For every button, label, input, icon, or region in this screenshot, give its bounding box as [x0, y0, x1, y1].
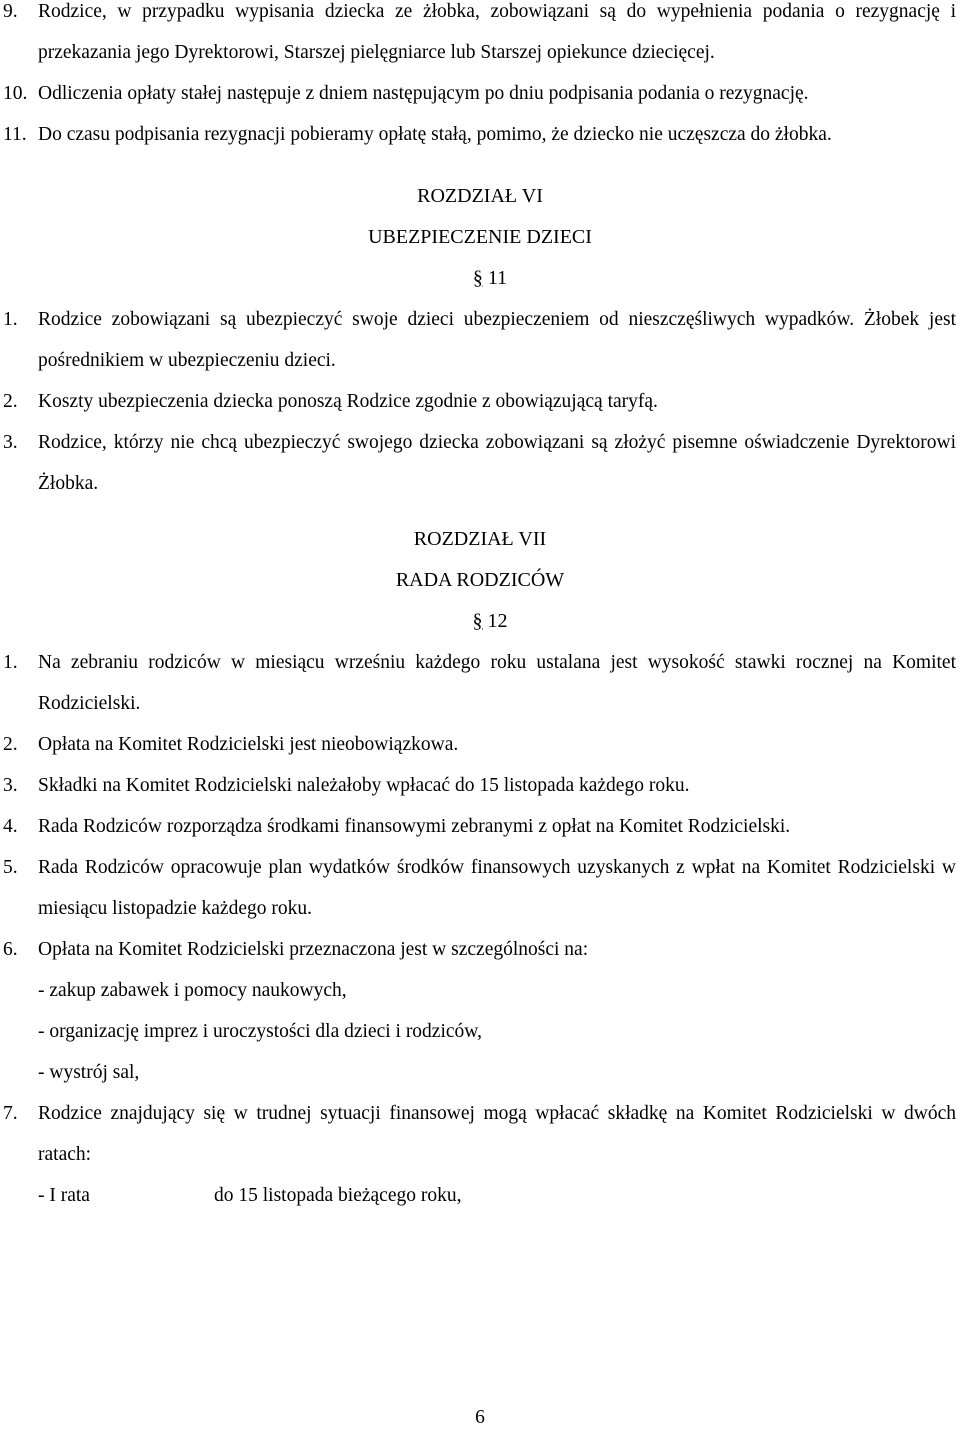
list-item: [0, 847, 960, 929]
item-text: Rodzice znajdujący się w trudnej sytuacji finansowej mogą wpłacać składkę na Komitet Rodzicielski w dwóch ratach:: [38, 1103, 956, 1165]
item-number: 2.: [3, 734, 18, 755]
item-number: 11.: [3, 124, 27, 145]
list-item: [0, 806, 960, 847]
paragraph-number: 11: [487, 267, 508, 289]
item-text: Opłata na Komitet Rodzicielski jest nieobowiązkowa.: [38, 734, 459, 755]
list-item: [0, 73, 960, 114]
list-item: [0, 422, 960, 504]
item-text: Do czasu podpisania rezygnacji pobieramy opłatę stałą, pomimo, że dziecko nie uczęszcza do żłobka.: [38, 124, 832, 145]
chapter-subtitle: RADA RODZICÓW: [395, 569, 565, 591]
item-text: Rodzice, którzy nie chcą ubezpieczyć swojego dziecka zobowiązani są złożyć pisemne oświadczenie Dyrektorowi Żłobka.: [38, 432, 956, 494]
item-text: Koszty ubezpieczenia dziecka ponoszą Rodzice zgodnie z obowiązującą taryfą.: [38, 391, 658, 412]
item-text: Składki na Komitet Rodzicielski należałoby wpłacać do 15 listopada każdego roku.: [38, 775, 690, 796]
chapter6-list: [0, 299, 960, 504]
item-number: 1.: [3, 652, 18, 673]
item-text: Odliczenia opłaty stałej następuje z dniem następującym po dniu podpisania podania o rezygnację.: [38, 83, 809, 104]
item-number: 3.: [3, 432, 18, 453]
page-number: 6: [475, 1407, 485, 1428]
list-item: [0, 642, 960, 724]
intro-list: [0, 0, 960, 155]
item-text: Rada Rodziców rozporządza środkami finansowymi zebranymi z opłat na Komitet Rodzicielski.: [38, 816, 791, 837]
item-text: Na zebraniu rodziców w miesiącu wrześniu każdego roku ustalana jest wysokość stawki rocznej na Komitet Rodzicielski.: [38, 652, 956, 714]
item-text: Rodzice zobowiązani są ubezpieczyć swoje dzieci ubezpieczeniem od nieszczęśliwych wypadków. Żłobek jest pośrednikiem w ubezpieczeniu dzieci.: [38, 309, 956, 371]
paragraph-sign: §: [472, 610, 483, 632]
chapter-subtitle: UBEZPIECZENIE DZIECI: [368, 226, 592, 248]
item-number: 2.: [3, 391, 18, 412]
purpose-line: - zakup zabawek i pomocy naukowych,: [38, 980, 347, 1001]
item-number: 3.: [3, 775, 18, 796]
list-item: [0, 0, 960, 73]
list-item: [0, 929, 960, 970]
list-item: [0, 724, 960, 765]
purpose-line: - organizację imprez i uroczystości dla dzieci i rodziców,: [38, 1021, 482, 1042]
paragraph-sign: §: [472, 267, 483, 289]
installment-line: [0, 1175, 960, 1216]
installment-deadline: do 15 listopada bieżącego roku,: [214, 1185, 462, 1206]
chapter-title: ROZDZIAŁ VII: [413, 528, 547, 550]
item-number: 1.: [3, 309, 18, 330]
installment-label: - I rata: [38, 1185, 90, 1206]
item-text: Rada Rodziców opracowuje plan wydatków środków finansowych uzyskanych z wpłat na Komitet Rodzicielski w miesiącu listopadzie każdego roku.: [38, 857, 956, 919]
item-number: 5.: [3, 857, 18, 878]
chapter-title: ROZDZIAŁ VI: [417, 185, 543, 207]
paragraph-heading: [0, 601, 960, 642]
list-item: [0, 765, 960, 806]
purpose-line: - wystrój sal,: [38, 1062, 140, 1083]
paragraph-heading: [0, 258, 960, 299]
list-item: [0, 1093, 960, 1175]
item-number: 4.: [3, 816, 18, 837]
list-item: [0, 299, 960, 381]
item-number: 9.: [3, 1, 18, 22]
chapter7-list: [0, 642, 960, 1216]
item-text: Rodzice, w przypadku wypisania dziecka ze żłobka, zobowiązani są do wypełnienia podania o rezygnację i przekazania jego Dyrektorowi, Starszej pielęgniarce lub Starszej opiekunce dziecięcej.: [38, 1, 956, 63]
list-item: [0, 381, 960, 422]
item-number: 7.: [3, 1103, 18, 1124]
paragraph-number: 12: [487, 610, 508, 632]
item-text: Opłata na Komitet Rodzicielski przeznaczona jest w szczególności na:: [38, 939, 589, 960]
item-number: 10.: [3, 83, 28, 104]
list-item: [0, 114, 960, 155]
item-number: 6.: [3, 939, 18, 960]
